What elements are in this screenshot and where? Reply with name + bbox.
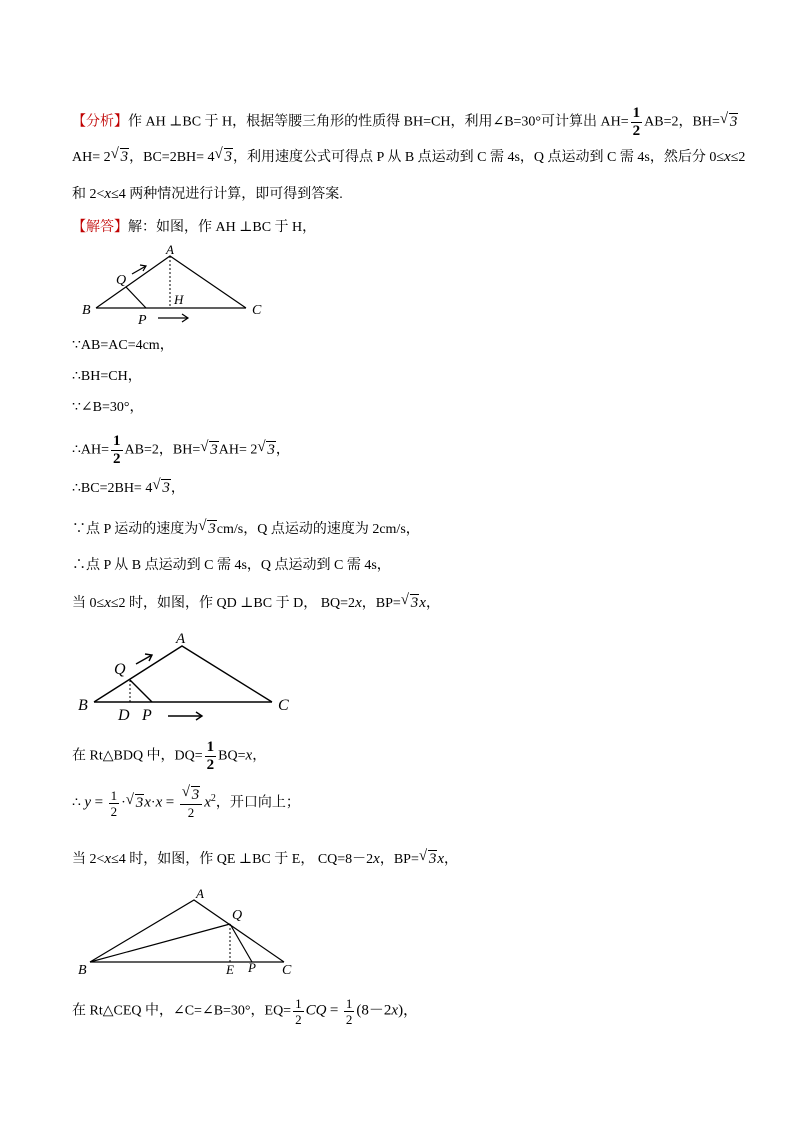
point-B: B: [82, 303, 91, 318]
solution-intro: 【解答】解：如图，作 AH ⊥BC 于 H，: [72, 220, 317, 235]
fraction-half: $\frac{1}{2}$: [113, 433, 121, 467]
point-E: E: [226, 962, 234, 977]
sqrt-3: √ 3: [198, 518, 216, 537]
step-3: ∵∠B=30°，: [72, 400, 144, 415]
step-12: 在 Rt△CEQ 中，∠C=∠B=30°，EQ= $\frac{1}{2}$ CQ = $\frac{1}{2}$ (8－2x)，: [72, 996, 419, 1027]
step-2: ∴BH=CH，: [72, 369, 142, 384]
point-P: P: [138, 313, 147, 328]
sqrt-3: √ 3: [200, 438, 218, 458]
point-P: P: [142, 707, 152, 724]
point-H: H: [174, 292, 184, 307]
point-Q: Q: [232, 908, 243, 923]
point-B: B: [78, 697, 88, 714]
point-C: C: [252, 303, 262, 318]
point-Q: Q: [116, 273, 127, 288]
figure-3-triangle: [76, 886, 302, 982]
point-D: D: [118, 707, 130, 724]
fraction-half: $\frac{1}{2}$: [206, 739, 215, 773]
analysis-line-3: 和 2<x≤4 两种情况进行计算，即可得到答案.: [72, 186, 343, 202]
point-A: A: [196, 886, 204, 901]
fraction-half: $\frac{1}{2}$: [632, 105, 641, 139]
analysis-tag: 【分析】: [72, 114, 128, 130]
fraction-half: $\frac{1}{2}$: [110, 788, 118, 819]
analysis-line-2: AH= 2 √ 3，BC=2BH= 4 √ 3，利用速度公式可得点 P 从 B 点运动到 C 需 4s，Q 点运动到 C 需 4s，然后分 0≤x≤2: [72, 147, 745, 168]
analysis-line-1: 【分析】作 AH ⊥BC 于 H，根据等腰三角形的性质得 BH=CH，利用∠B=30°可计算出 AH= $\frac{1}{2}$ AB=2，BH= √ 3: [72, 105, 738, 139]
sqrt-3: √ 3: [152, 477, 170, 496]
figure-2-triangle: [76, 630, 302, 726]
sqrt-3: √ 3: [110, 146, 129, 165]
step-10: ∴ y = $\frac{1}{2}$ · √ 3x·x = √ 3 2 $x^2$，开口向上；: [72, 784, 300, 820]
fraction-sqrt3-over-2: √ 3 2: [180, 788, 203, 819]
point-C: C: [278, 697, 289, 714]
step-1: ∵AB=AC=4cm，: [72, 338, 174, 353]
solution-tag: 【解答】: [72, 220, 128, 235]
figure-1-triangle: [78, 244, 278, 330]
sqrt-3x: √ 3: [125, 791, 144, 811]
point-A: A: [166, 244, 174, 257]
fraction-half: $\frac{1}{2}$: [345, 996, 353, 1027]
step-11: 当 2<x≤4 时，如图，作 QE ⊥BC 于 E， CQ=8－2x，BP= √ 3x，: [72, 849, 458, 870]
sqrt-3: √ 3: [257, 438, 275, 458]
step-8: 当 0≤x≤2 时，如图，作 QD ⊥BC 于 D， BQ=2x，BP= √ 3x，: [72, 593, 440, 614]
sqrt-3: √ 3: [719, 110, 738, 130]
point-A: A: [176, 631, 186, 647]
step-5: ∴BC=2BH= 4 √ 3，: [72, 478, 185, 499]
point-Q: Q: [114, 661, 126, 678]
sqrt-3x: √ 3: [400, 592, 419, 611]
step-7: ∴点 P 从 B 点运动到 C 需 4s，Q 点运动到 C 需 4s，: [72, 558, 391, 573]
sqrt-3x: √ 3: [418, 848, 437, 867]
step-4: ∴AH= $\frac{1}{2}$ AB=2，BH= √ 3AH= 2 √ 3，: [72, 433, 290, 467]
step-9: 在 Rt△BDQ 中，DQ= $\frac{1}{2}$ BQ=x，: [72, 739, 267, 773]
fraction-half: $\frac{1}{2}$: [295, 996, 302, 1027]
point-B: B: [78, 963, 87, 978]
point-C: C: [282, 963, 292, 978]
step-6: ∵点 P 运动的速度为 √ 3cm/s，Q 点运动的速度为 2cm/s，: [72, 519, 420, 540]
point-P: P: [248, 960, 256, 975]
sqrt-3: √ 3: [214, 146, 233, 165]
